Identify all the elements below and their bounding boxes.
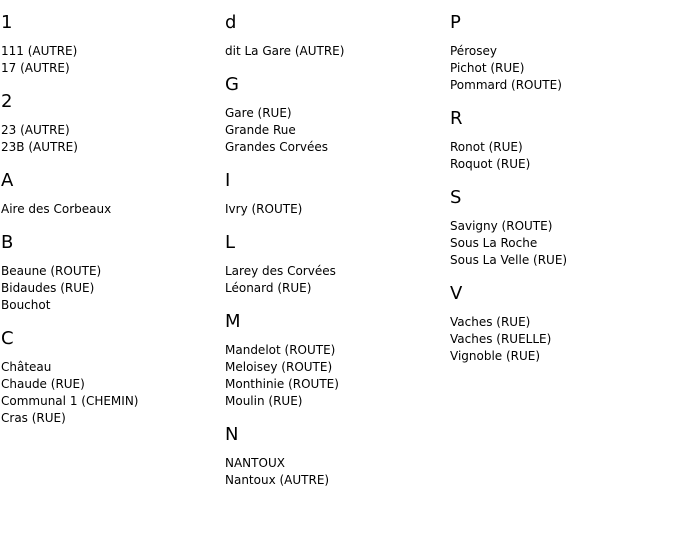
street-link[interactable]: Grande Rue <box>225 123 296 137</box>
street-link[interactable]: Grandes Corvées <box>225 140 329 154</box>
street-link[interactable]: Pérosey <box>450 44 497 58</box>
street-link[interactable]: Mandelot (ROUTE) <box>225 343 336 357</box>
letter-group <box>225 424 440 489</box>
letter-group <box>225 311 440 410</box>
letter-group <box>450 108 665 173</box>
street-link[interactable]: Communal 1 (CHEMIN) <box>1 394 139 408</box>
letter-heading: G <box>225 74 239 95</box>
street-link[interactable]: Vignoble (RUE) <box>450 349 541 363</box>
street-link[interactable]: Monthinie (ROUTE) <box>225 377 339 391</box>
street-link[interactable]: 23B (AUTRE) <box>1 140 78 154</box>
letter-group <box>1 170 216 218</box>
letter-group <box>225 12 440 60</box>
letter-heading: L <box>225 232 236 253</box>
letter-heading: d <box>225 12 237 33</box>
street-link[interactable]: 23 (AUTRE) <box>1 123 70 137</box>
letter-heading: I <box>225 170 231 191</box>
street-link[interactable]: Cras (RUE) <box>1 411 66 425</box>
letter-heading: A <box>1 170 14 191</box>
index-column <box>450 12 665 379</box>
street-link[interactable]: Bouchot <box>1 298 51 312</box>
street-link[interactable]: 111 (AUTRE) <box>1 44 78 58</box>
street-link[interactable]: Moulin (RUE) <box>225 394 303 408</box>
letter-group <box>1 12 216 77</box>
letter-group <box>225 232 440 297</box>
street-link[interactable]: Meloisey (ROUTE) <box>225 360 333 374</box>
letter-heading: 1 <box>1 12 13 33</box>
street-link[interactable]: Vaches (RUELLE) <box>450 332 552 346</box>
letter-heading: R <box>450 108 463 129</box>
letter-group <box>225 74 440 156</box>
letter-heading: 2 <box>1 91 13 112</box>
street-link[interactable]: Ronot (RUE) <box>450 140 523 154</box>
street-link[interactable]: Roquot (RUE) <box>450 157 531 171</box>
letter-group <box>450 283 665 365</box>
letter-heading: V <box>450 283 463 304</box>
street-link[interactable]: Vaches (RUE) <box>450 315 531 329</box>
letter-heading: S <box>450 187 462 208</box>
letter-group <box>1 328 216 427</box>
street-link[interactable]: Savigny (ROUTE) <box>450 219 553 233</box>
street-link[interactable]: 17 (AUTRE) <box>1 61 70 75</box>
letter-heading: N <box>225 424 239 445</box>
street-link[interactable]: Château <box>1 360 52 374</box>
letter-group <box>1 232 216 314</box>
street-link[interactable]: Aire des Corbeaux <box>1 202 112 216</box>
letter-group <box>1 91 216 156</box>
letter-group <box>450 12 665 94</box>
index-column <box>1 12 216 441</box>
street-link[interactable]: Larey des Corvées <box>225 264 336 278</box>
letter-heading: C <box>1 328 14 349</box>
street-link[interactable]: Pommard (ROUTE) <box>450 78 562 92</box>
letter-heading: M <box>225 311 241 332</box>
street-link[interactable]: Gare (RUE) <box>225 106 292 120</box>
street-link[interactable]: Beaune (ROUTE) <box>1 264 102 278</box>
street-link[interactable]: Ivry (ROUTE) <box>225 202 303 216</box>
letter-heading: P <box>450 12 461 33</box>
street-link[interactable]: NANTOUX <box>225 456 285 470</box>
index-column <box>225 12 440 503</box>
street-link[interactable]: Chaude (RUE) <box>1 377 85 391</box>
street-link[interactable]: dit La Gare (AUTRE) <box>225 44 345 58</box>
letter-group <box>450 187 665 269</box>
street-link[interactable]: Sous La Velle (RUE) <box>450 253 568 267</box>
letter-group <box>225 170 440 218</box>
street-link[interactable]: Léonard (RUE) <box>225 281 312 295</box>
street-link[interactable]: Sous La Roche <box>450 236 538 250</box>
street-link[interactable]: Bidaudes (RUE) <box>1 281 95 295</box>
letter-heading: B <box>1 232 14 253</box>
street-link[interactable]: Nantoux (AUTRE) <box>225 473 330 487</box>
street-link[interactable]: Pichot (RUE) <box>450 61 525 75</box>
